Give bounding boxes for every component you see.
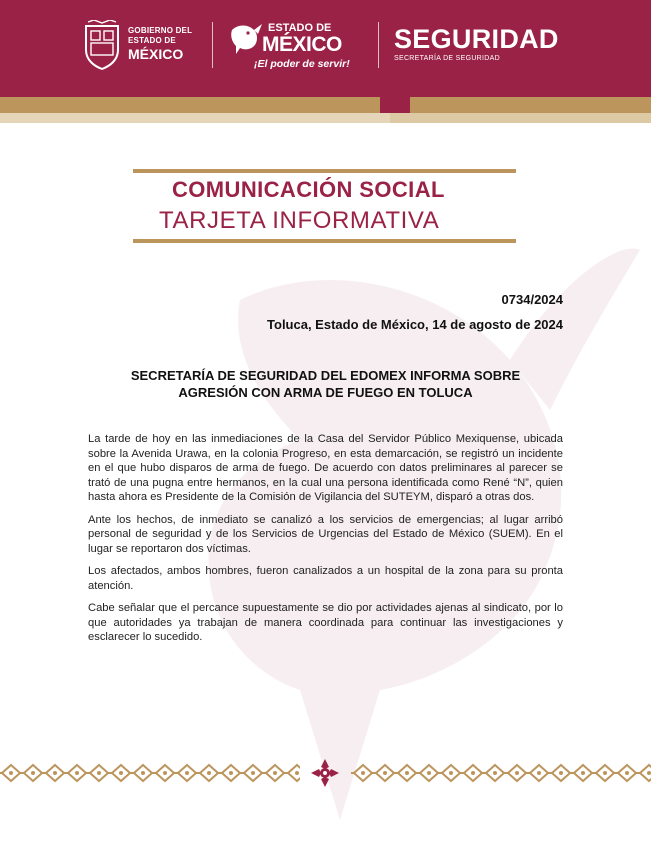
title-rule-bottom bbox=[133, 239, 516, 243]
seguridad-subtitle: SECRETARÍA DE SEGURIDAD bbox=[394, 55, 500, 62]
paragraph-4: Cabe señalar que el percance supuestamente se dio por actividades ajenas al sindicato, por lo que autoridades ya trabajan de manera coordinada para continuar las investigaciones y esclarecer lo sucedido. bbox=[88, 602, 563, 643]
header-divider bbox=[378, 22, 379, 68]
header-band-notch bbox=[380, 97, 410, 113]
body-text bbox=[88, 432, 563, 653]
page-subtitle: TARJETA INFORMATIVA bbox=[159, 207, 440, 234]
gobierno-logo bbox=[82, 20, 212, 76]
document-number: 0734/2024 bbox=[501, 292, 563, 307]
seguridad-title: SEGURIDAD bbox=[394, 24, 559, 54]
header-banner bbox=[0, 0, 651, 97]
paragraph-1: La tarde de hoy en las inmediaciones de la Casa del Servidor Público Mexiquense, ubicada sobre la Avenida Urawa, en la colonia Progreso, en esta demarcación, se registró un incidente en el que hubo disparos de arma de fuego. De acuerdo con datos preliminares al parecer se trató de una pugna entre hermanos, en la cual una persona identificada como René “N”, quien hasta ahora es Presidente de la Comisión de Vigilancia del SUTEYM, disparó a otras dos. bbox=[88, 433, 563, 503]
edomex-slogan: ¡El poder de servir! bbox=[254, 58, 350, 70]
header-gold-band bbox=[0, 97, 651, 113]
edomex-line1: ESTADO DE bbox=[268, 22, 332, 34]
header-shadow-band bbox=[0, 113, 390, 123]
paragraph-3: Los afectados, ambos hombres, fueron canalizados a un hospital de la zona para su pronta atención. bbox=[88, 565, 563, 592]
headline-line2: AGRESIÓN CON ARMA DE FUEGO EN TOLUCA bbox=[178, 385, 473, 400]
place-date: Toluca, Estado de México, 14 de agosto de 2024 bbox=[267, 317, 563, 332]
edomex-logo bbox=[228, 16, 368, 78]
edomex-line2: MÉXICO bbox=[262, 33, 342, 56]
headline-line1: SECRETARÍA DE SEGURIDAD DEL EDOMEX INFORMA SOBRE bbox=[130, 368, 521, 383]
coat-of-arms-icon bbox=[82, 20, 122, 70]
hummingbird-icon bbox=[228, 20, 262, 56]
headline bbox=[88, 367, 563, 401]
flower-emblem-icon bbox=[309, 757, 341, 789]
paragraph-2: Ante los hechos, de inmediato se canalizó a los servicios de emergencias; al lugar arribó personal de seguridad y de los Servicios de Urgencias del Estado de México (SUEM). En el lugar se reportaron dos víctimas. bbox=[88, 513, 563, 555]
page-title: COMUNICACIÓN SOCIAL bbox=[172, 177, 445, 202]
header-divider bbox=[212, 22, 213, 68]
gobierno-line2: ESTADO DE bbox=[128, 36, 176, 45]
seguridad-logo bbox=[394, 26, 559, 62]
title-rule-top bbox=[133, 169, 516, 173]
gobierno-line1: GOBIERNO DEL bbox=[128, 26, 193, 35]
gobierno-line3: MÉXICO bbox=[128, 46, 184, 62]
header-shadow-band-right bbox=[390, 113, 651, 123]
